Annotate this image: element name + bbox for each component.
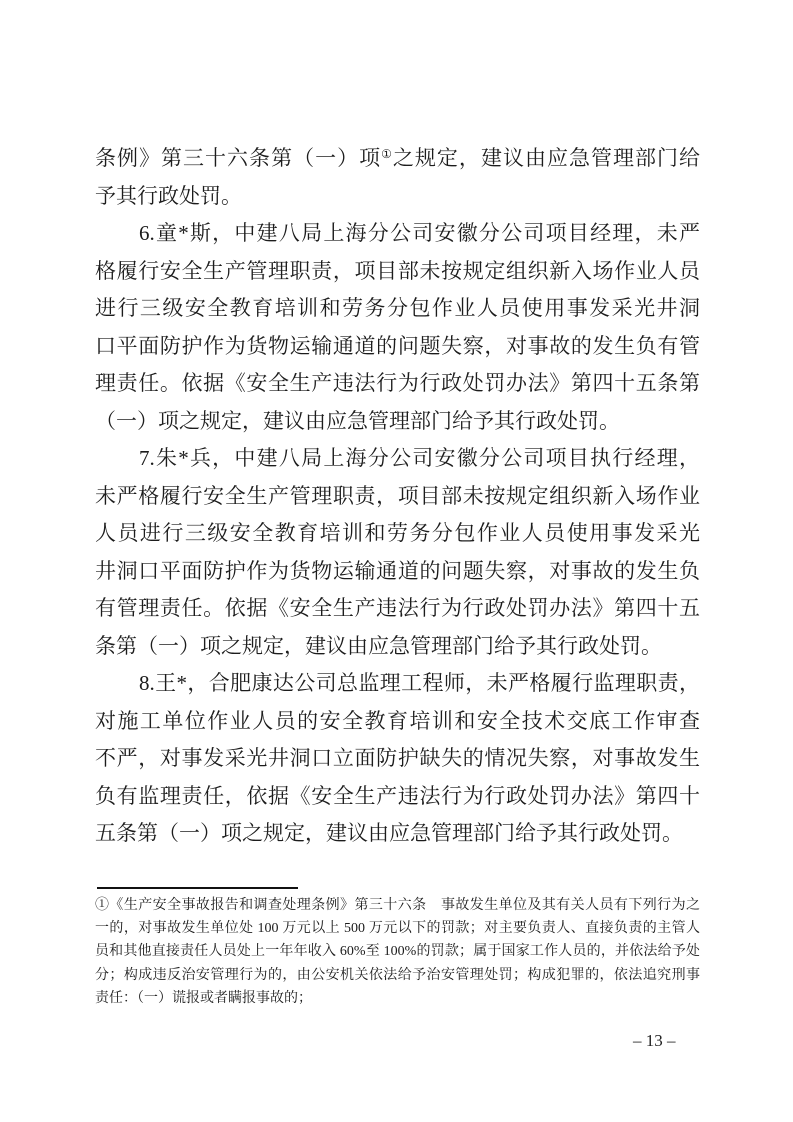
body-line: 五条第（一）项之规定，建议由应急管理部门给予其行政处罚。 bbox=[95, 821, 683, 845]
footnote-text bbox=[95, 894, 700, 1010]
body-line: 未严格履行安全生产管理职责，项目部未按规定组织新入场作业 bbox=[95, 483, 700, 508]
body-line: 条第（一）项之规定，建议由应急管理部门给予其行政处罚。 bbox=[95, 633, 662, 658]
body-line: 对施工单位作业人员的安全教育培训和安全技术交底工作审查 bbox=[95, 708, 700, 733]
body-line: 口平面防护作为货物运输通道的问题失察，对事故的发生负有管 bbox=[95, 333, 700, 358]
body-line: 有管理责任。依据《安全生产违法行为行政处罚办法》第四十五 bbox=[95, 596, 700, 620]
body-line bbox=[95, 140, 700, 178]
body-line: 人员进行三级安全教育培训和劳务分包作业人员使用事发采光 bbox=[95, 521, 700, 545]
body-line-text: 条例》第三十六条第（一）项 bbox=[95, 146, 382, 170]
page-number: – 13 – bbox=[633, 1031, 676, 1050]
body-line: 理责任。依据《安全生产违法行为行政处罚办法》第四十五条第 bbox=[95, 371, 700, 395]
body-line: 不严，对事发采光井洞口立面防护缺失的情况失察，对事故发生 bbox=[95, 746, 700, 770]
body-text bbox=[95, 140, 700, 853]
footnote-line: ①《生产安全事故报告和调查处理条例》第三十六条 事故发生单位及其有关人员有下列行为之 bbox=[95, 898, 700, 913]
footnote-line: 责任：（一）谎报或者瞒报事故的； bbox=[95, 990, 312, 1006]
body-line: 8.王*，合肥康达公司总监理工程师，未严格履行监理职责， bbox=[139, 671, 700, 695]
body-line: 6.童*斯，中建八局上海分公司安徽分公司项目经理，未严 bbox=[139, 221, 700, 245]
body-line: 格履行安全生产管理职责，项目部未按规定组织新入场作业人员 bbox=[95, 258, 700, 283]
body-line: 进行三级安全教育培训和劳务分包作业人员使用事发采光井洞 bbox=[95, 296, 700, 320]
body-line: 井洞口平面防护作为货物运输通道的问题失察，对事故的发生负 bbox=[95, 558, 700, 583]
footnote-line: 员和其他直接责任人员处上一年年收入 60%至 100%的罚款；属于国家工作人员的，并依法给予处 bbox=[95, 944, 700, 960]
footnote-line: 分；构成违反治安管理行为的，由公安机关依法给予治安管理处罚；构成犯罪的，依法追究刑事 bbox=[95, 967, 700, 983]
body-line: （一）项之规定，建议由应急管理部门给予其行政处罚。 bbox=[95, 408, 620, 433]
footnote-line: 一的，对事故发生单位处 100 万元以上 500 万元以下的罚款；对主要负责人、直接负责的主管人 bbox=[95, 921, 700, 937]
body-line: 负有监理责任，依据《安全生产违法行为行政处罚办法》第四十 bbox=[95, 783, 700, 808]
footnote bbox=[95, 887, 700, 1010]
body-line-text: 之规定，建议由应急管理部门给 bbox=[392, 146, 701, 170]
body-line: 7.朱*兵，中建八局上海分公司安徽分公司项目执行经理， bbox=[139, 446, 700, 470]
footnote-separator bbox=[97, 887, 298, 889]
body-line: 予其行政处罚。 bbox=[95, 183, 242, 208]
footnote-ref-mark: ① bbox=[381, 147, 393, 161]
